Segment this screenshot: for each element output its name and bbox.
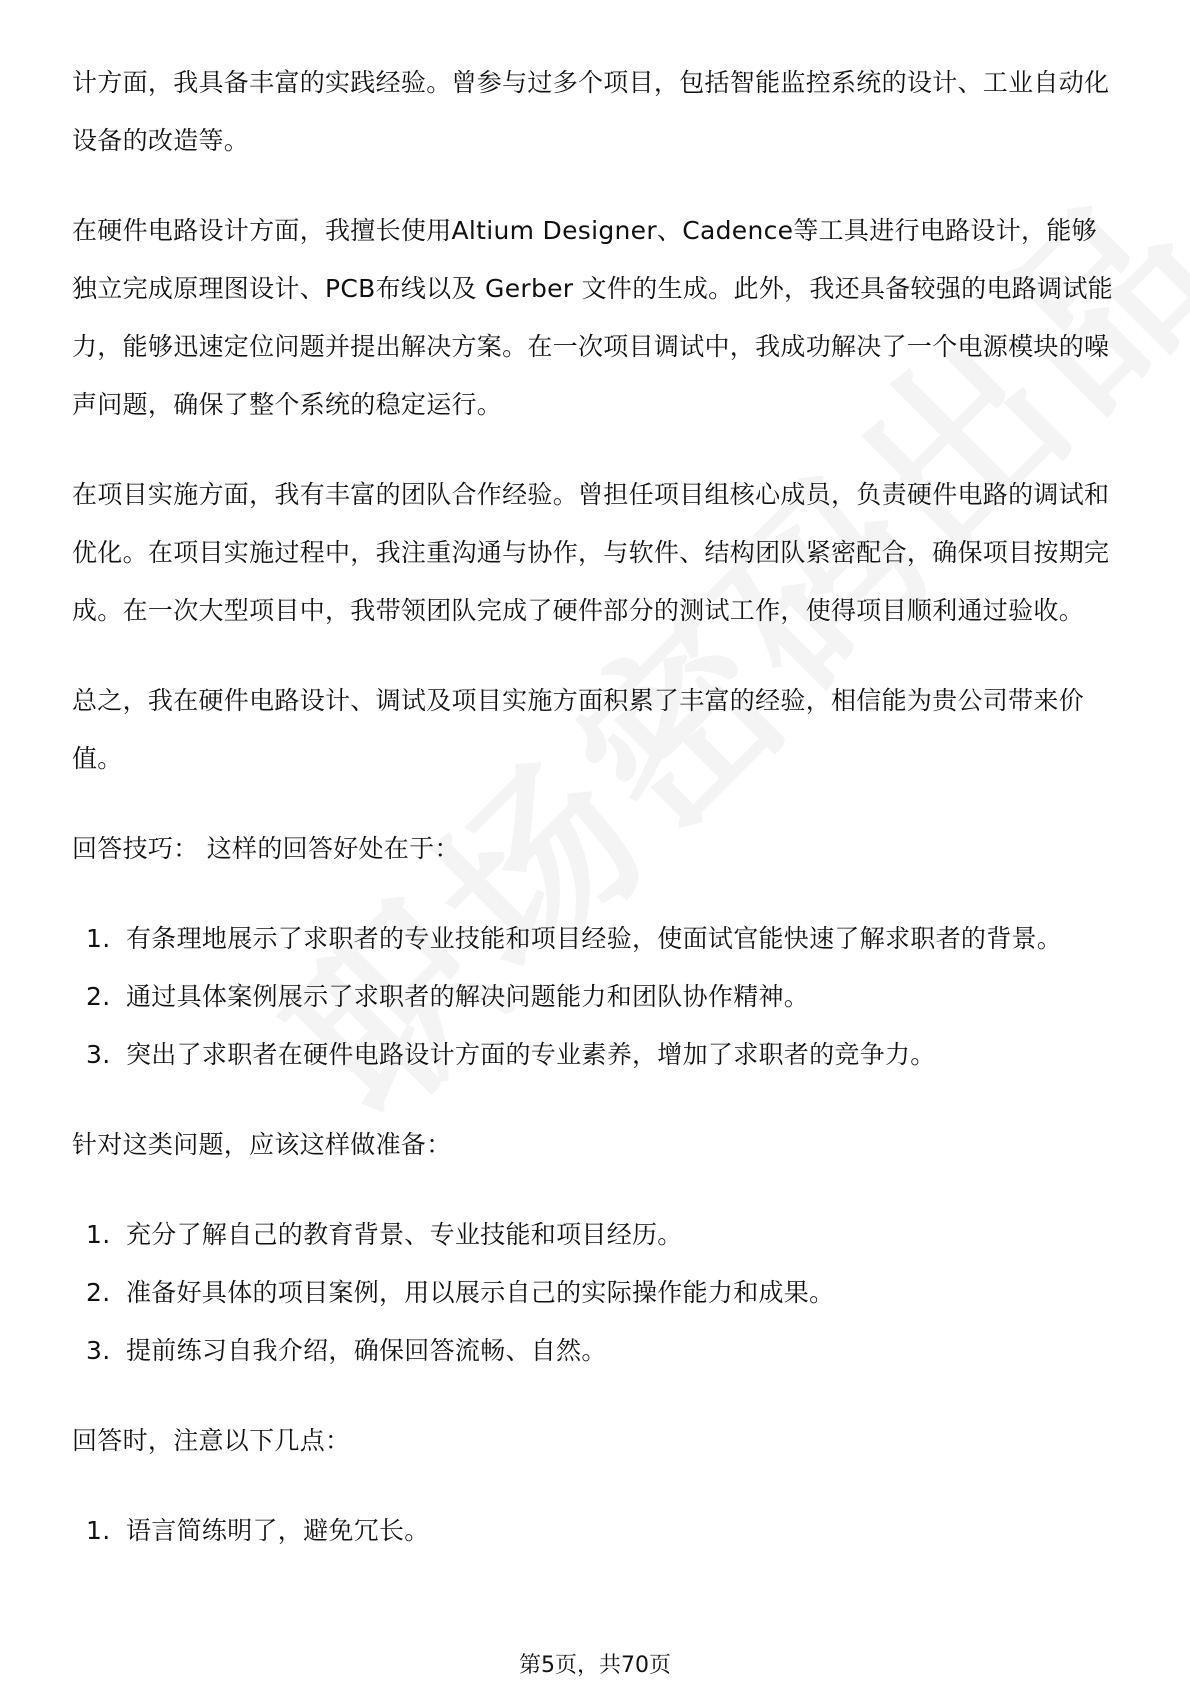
- list-number: 3.: [86, 1040, 111, 1069]
- list-item: [72, 1026, 1118, 1084]
- prep-heading: 针对这类问题，应该这样做准备：: [72, 1130, 452, 1159]
- list-number: 3.: [86, 1336, 111, 1365]
- list-number: 1.: [86, 1516, 111, 1545]
- paragraph-summary: 总之，我在硬件电路设计、调试及项目实施方面积累了丰富的经验，相信能为贵公司带来价值。: [72, 686, 1085, 773]
- list-item-text: 通过具体案例展示了求职者的解决问题能力和团队协作精神。: [126, 982, 810, 1011]
- list-item-text: 突出了求职者在硬件电路设计方面的专业素养，增加了求职者的竞争力。: [126, 1040, 936, 1069]
- list-number: 2.: [86, 1278, 111, 1307]
- notes-heading: 回答时，注意以下几点：: [72, 1426, 351, 1455]
- list-number: 1.: [86, 924, 111, 953]
- list-item: [72, 1264, 1118, 1322]
- paragraph-practice-experience: 计方面，我具备丰富的实践经验。曾参与过多个项目，包括智能监控系统的设计、工业自动化设备的改造等。: [72, 68, 1110, 155]
- list-item: [72, 1206, 1118, 1264]
- list-item: [72, 1502, 1118, 1560]
- list-number: 2.: [86, 982, 111, 1011]
- list-number: 1.: [86, 1220, 111, 1249]
- tips-heading: 回答技巧： 这样的回答好处在于：: [72, 834, 460, 863]
- list-item-text: 语言简练明了，避免冗长。: [126, 1516, 430, 1545]
- list-item-text: 充分了解自己的教育背景、专业技能和项目经历。: [126, 1220, 683, 1249]
- document-body: [72, 54, 1118, 1592]
- list-item-text: 提前练习自我介绍，确保回答流畅、自然。: [126, 1336, 607, 1365]
- page-footer: 第5页，共70页: [519, 1653, 671, 1678]
- list-item: [72, 1322, 1118, 1380]
- paragraph-project-implementation: 在项目实施方面，我有丰富的团队合作经验。曾担任项目组核心成员，负责硬件电路的调试和优化。在项目实施过程中，我注重沟通与协作，与软件、结构团队紧密配合，确保项目按期完成。在一次大型项目中，我带领团队完成了硬件部分的测试工作，使得项目顺利通过验收。: [72, 480, 1110, 625]
- paragraph-circuit-design: 在硬件电路设计方面，我擅长使用Altium Designer、Cadence等工具进行电路设计，能够独立完成原理图设计、PCB布线以及 Gerber 文件的生成。此外，我还具备较强的电路调试能力，能够迅速定位问题并提出解决方案。在一次项目调试中，我成功解决了一个电源模块的噪声问题，确保了整个系统的稳定运行。: [72, 216, 1113, 419]
- tips-list: [72, 910, 1118, 1084]
- list-item-text: 有条理地展示了求职者的专业技能和项目经验，使面试官能快速了解求职者的背景。: [126, 924, 1063, 953]
- list-item: [72, 910, 1118, 968]
- prep-list: [72, 1206, 1118, 1380]
- notes-list: [72, 1502, 1118, 1560]
- list-item: [72, 968, 1118, 1026]
- list-item-text: 准备好具体的项目案例，用以展示自己的实际操作能力和成果。: [126, 1278, 835, 1307]
